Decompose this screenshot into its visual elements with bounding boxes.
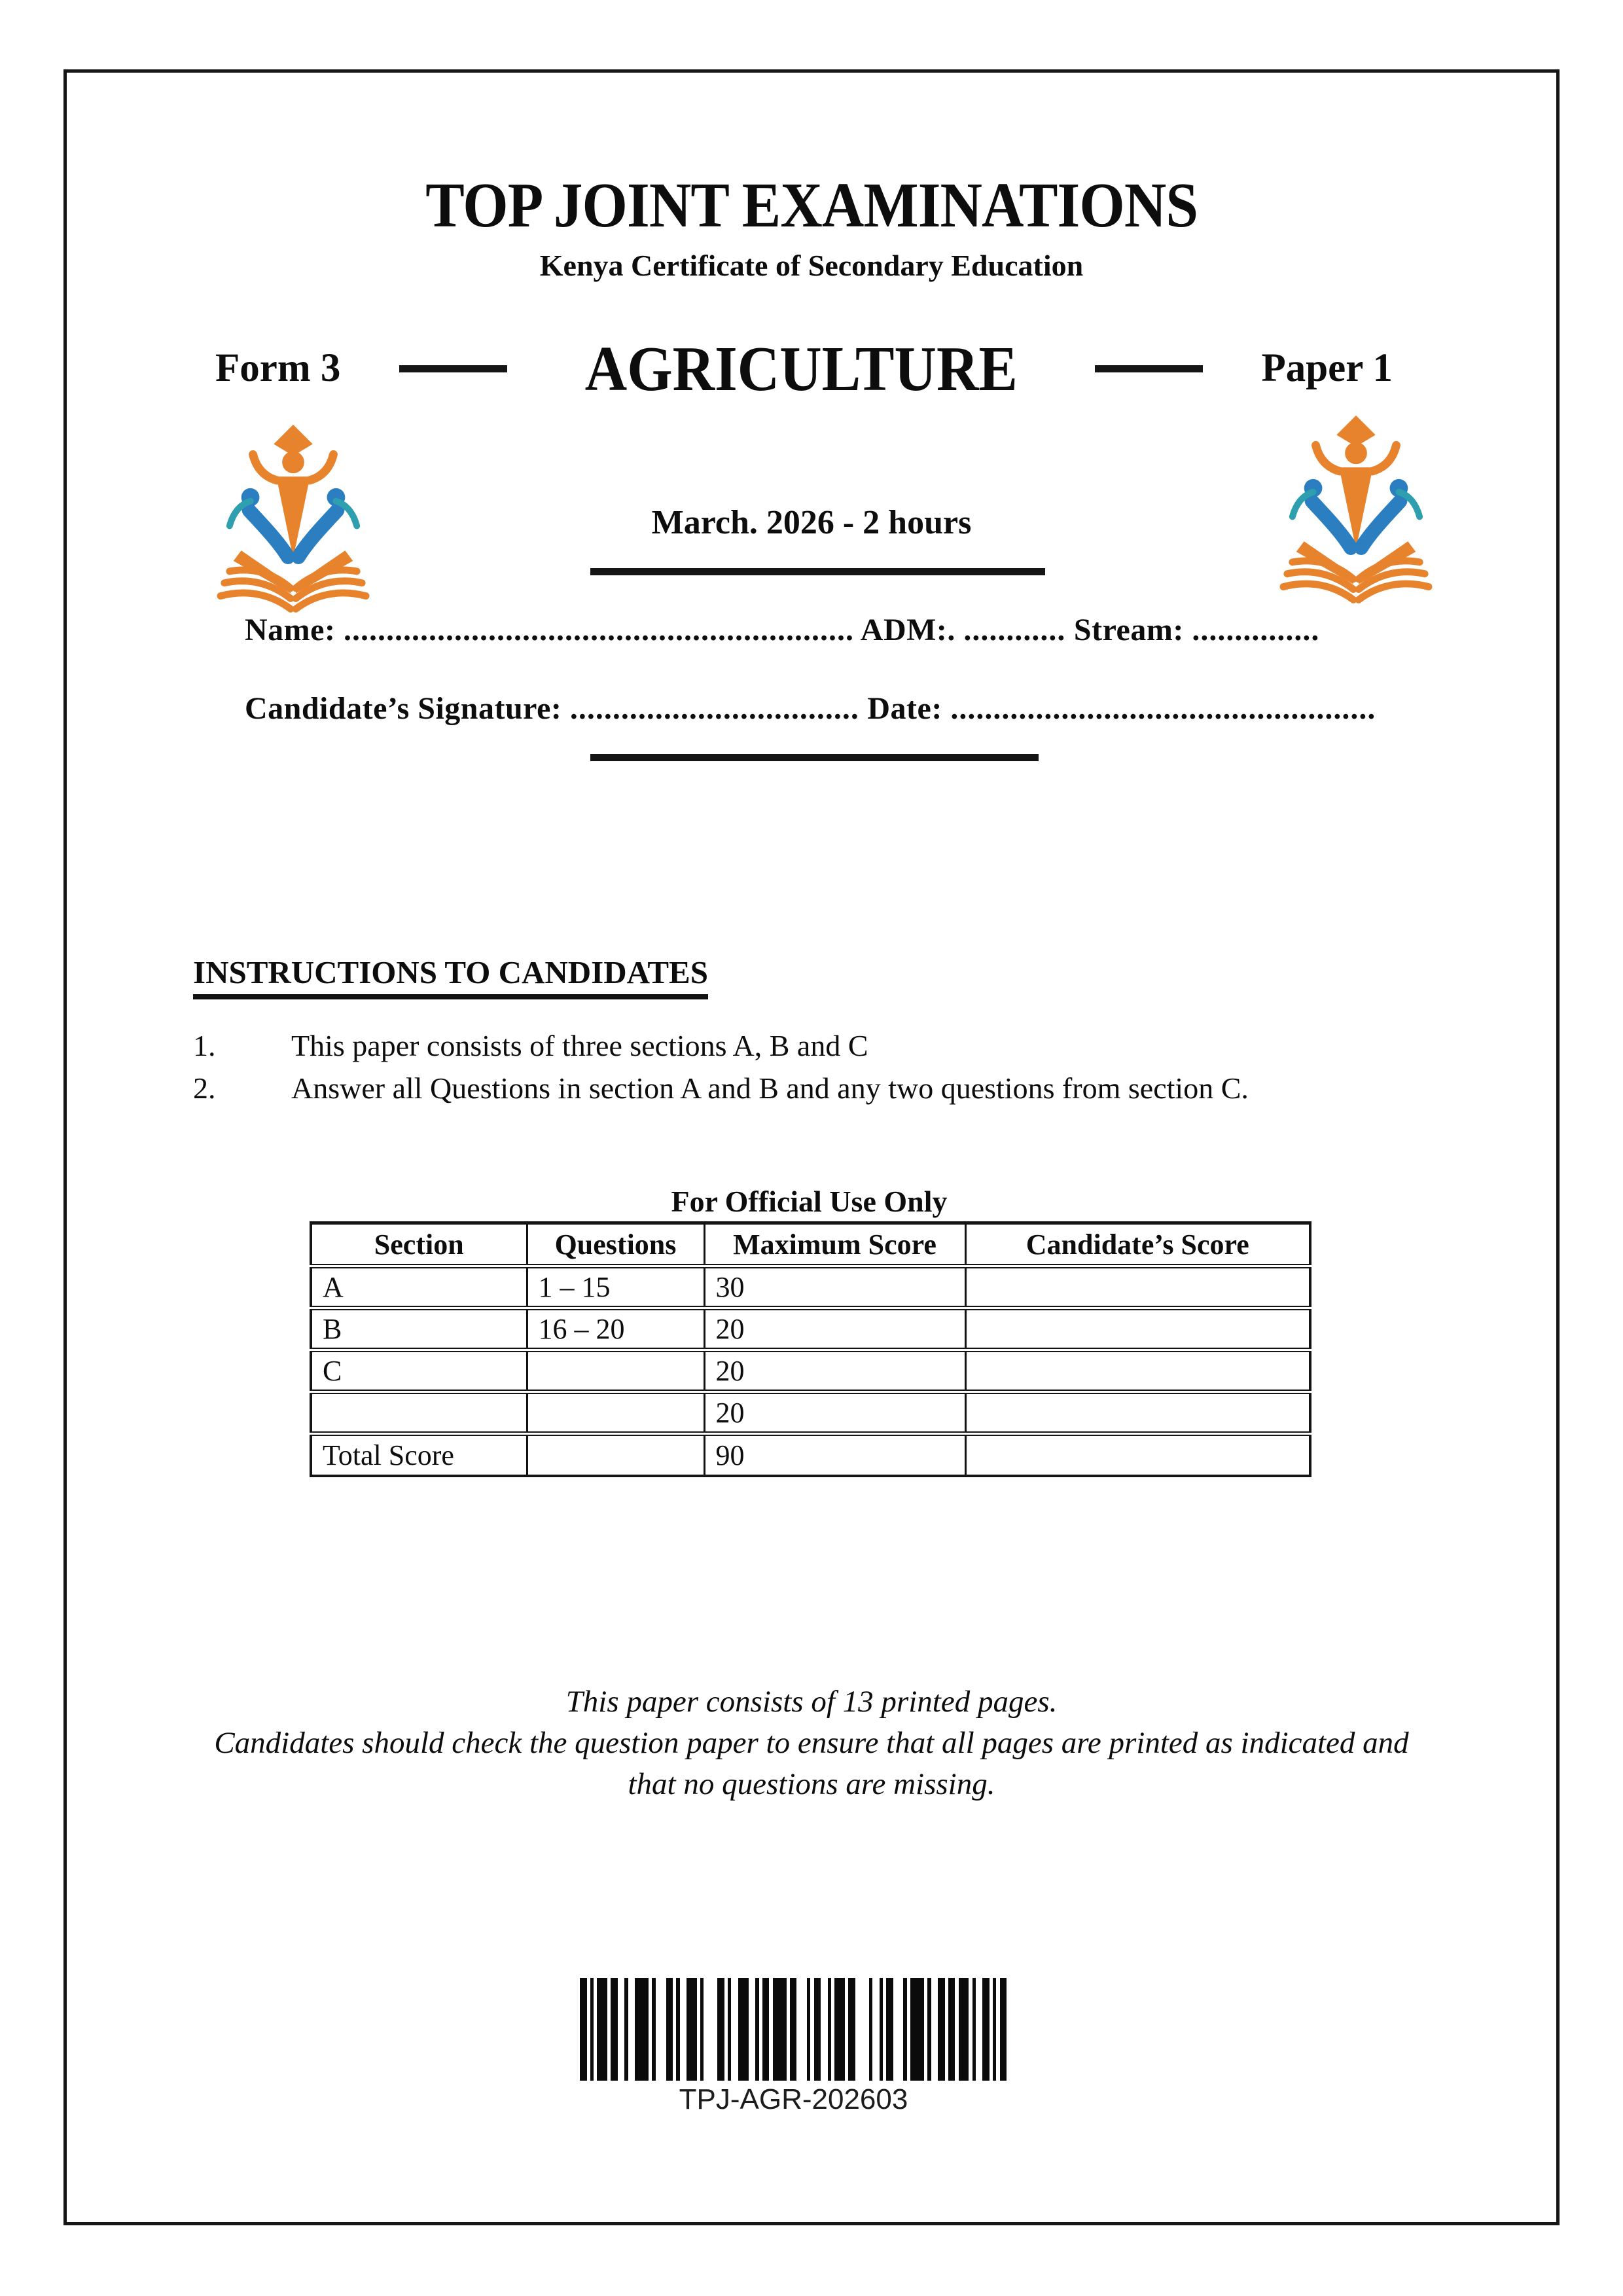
subject-row	[215, 329, 1393, 408]
cell-candidate-score	[965, 1434, 1310, 1476]
cell-section	[311, 1392, 527, 1434]
name-dotted-line: ............................................................	[343, 613, 854, 647]
instruction-item	[193, 1028, 1469, 1063]
adm-dotted-line: ............	[963, 613, 1066, 647]
signature-dotted-line: ..................................	[569, 691, 859, 726]
cell-candidate-score	[965, 1308, 1310, 1350]
name-fill-line	[245, 612, 1462, 648]
cell-max-score: 90	[704, 1434, 965, 1476]
table-row	[311, 1308, 1310, 1350]
table-header-row	[311, 1223, 1310, 1266]
instruction-number: 1.	[193, 1029, 216, 1062]
divider-rule-top	[590, 568, 1045, 575]
cell-section: B	[311, 1308, 527, 1350]
table-row	[311, 1266, 1310, 1308]
cell-questions	[527, 1434, 704, 1476]
instruction-text: This paper consists of three sections A, B and C	[291, 1029, 868, 1062]
instruction-text: Answer all Questions in section A and B and any two questions from section C.	[291, 1071, 1249, 1105]
cell-questions: 1 – 15	[527, 1266, 704, 1308]
paper-number: Paper 1	[1261, 346, 1393, 390]
form-level: Form 3	[215, 346, 341, 390]
cell-candidate-score	[965, 1350, 1310, 1392]
table-row	[311, 1392, 1310, 1434]
cell-max-score: 30	[704, 1266, 965, 1308]
notice-line: This paper consists of 13 printed pages.	[565, 1685, 1058, 1719]
exam-session-line: March. 2026 - 2 hours	[651, 504, 972, 541]
cell-max-score: 20	[704, 1308, 965, 1350]
table-row	[311, 1434, 1310, 1476]
cell-questions	[527, 1350, 704, 1392]
cell-candidate-score	[965, 1266, 1310, 1308]
col-header-candidate-score: Candidate’s Score	[965, 1223, 1310, 1266]
cell-questions: 16 – 20	[527, 1308, 704, 1350]
notice-line: that no questions are missing.	[628, 1767, 995, 1801]
cell-section: C	[311, 1350, 527, 1392]
subject-title: AGRICULTURE	[584, 333, 1018, 404]
page-count-notice	[67, 1681, 1556, 1805]
col-header-section: Section	[311, 1223, 527, 1266]
cell-max-score: 20	[704, 1392, 965, 1434]
dash-rule-left	[399, 365, 507, 372]
table-row	[311, 1350, 1310, 1392]
notice-line: Candidates should check the question paper to ensure that all pages are printed as indicated and	[214, 1726, 1409, 1760]
adm-label: ADM:.	[860, 613, 955, 647]
barcode-label: TPJ-AGR-202603	[679, 2083, 908, 2115]
instruction-item	[193, 1071, 1469, 1105]
signature-label: Candidate’s Signature:	[245, 691, 562, 726]
stream-label: Stream:	[1073, 613, 1184, 647]
official-use-title: For Official Use Only	[671, 1185, 948, 1218]
cell-max-score: 20	[704, 1350, 965, 1392]
signature-fill-line	[245, 691, 1462, 726]
page-subtitle: Kenya Certificate of Secondary Education	[539, 249, 1084, 282]
name-label: Name:	[245, 613, 336, 647]
col-header-questions: Questions	[527, 1223, 704, 1266]
date-dotted-line: ..................................................	[950, 691, 1376, 726]
cell-candidate-score	[965, 1392, 1310, 1434]
date-label: Date:	[867, 691, 942, 726]
stream-dotted-line: ...............	[1192, 613, 1320, 647]
cell-section: A	[311, 1266, 527, 1308]
barcode	[580, 1978, 1007, 2081]
instructions-heading: INSTRUCTIONS TO CANDIDATES	[193, 954, 708, 999]
page-border	[63, 69, 1560, 2225]
cell-questions	[527, 1392, 704, 1434]
instruction-number: 2.	[193, 1071, 216, 1105]
page-title	[67, 171, 1556, 241]
official-use-table	[310, 1221, 1311, 1477]
cell-section: Total Score	[311, 1434, 527, 1476]
dash-rule-right	[1095, 365, 1203, 372]
page-title-text: TOP JOINT EXAMINATIONS	[425, 170, 1198, 240]
col-header-max-score: Maximum Score	[704, 1223, 965, 1266]
divider-rule-bottom	[590, 754, 1039, 761]
